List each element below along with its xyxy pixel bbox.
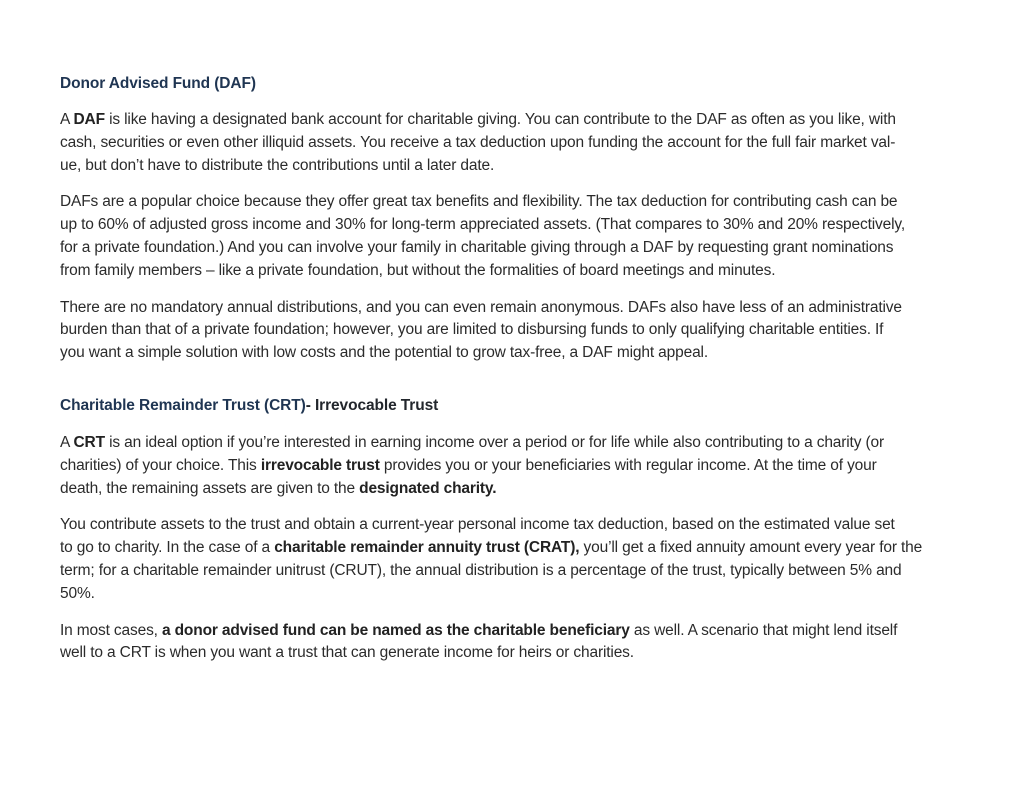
text-line [60,537,990,560]
bold-term-crt: CRT [73,433,105,451]
daf-paragraph-distributions [60,297,990,365]
text-run: to go to charity. In the case of a [60,539,275,557]
text-line: 50%. [60,584,95,602]
text-line [60,455,990,478]
heading-main: Charitable Remainder Trust (CRT) [60,396,306,414]
text-line: from family members – like a private foundation, but without the formalities of board meetings and minutes. [60,261,776,279]
crt-paragraph-deduction [60,514,990,605]
bold-term-crat: charitable remainder annuity trust (CRAT), [274,539,580,557]
text-run: charities) of your choice. This [60,456,261,474]
text-run: death, the remaining assets are given to the [60,479,360,497]
text-run: provides you or your beneficiaries with regular income. At the time of your [379,456,877,474]
text-line [60,109,990,132]
text-line [60,620,990,643]
text-run: is like having a designated bank account for charitable giving. You can contribute to the DAF as often as you like, with [104,111,896,128]
section-heading-crt [60,395,990,417]
text-line [60,478,990,501]
text-line: burden than that of a private foundation; however, you are limited to disbursing funds to only qualifying charitable entities. If [60,321,884,339]
text-run: In most cases, [60,621,162,639]
crt-paragraph-scenario [60,620,990,666]
crt-paragraph-intro [60,432,990,500]
text-run: A [60,433,74,451]
text-line: you want a simple solution with low costs and the potential to grow tax-free, a DAF might appeal. [60,344,708,362]
text-line: cash, securities or even other illiquid assets. You receive a tax deduction upon funding the account for the full fair market val- [60,133,896,151]
document-page [60,73,990,665]
text-line: ue, but don’t have to distribute the contributions until a later date. [60,156,495,174]
text-line: You contribute assets to the trust and obtain a current-year personal income tax deduction, based on the estimated value set [60,516,895,534]
daf-paragraph-benefits [60,191,990,282]
bold-term-irrevocable-trust: irrevocable trust [260,456,380,474]
text-run: A [60,111,74,128]
heading-suffix: - Irrevocable Trust [305,396,439,414]
text-line: for a private foundation.) And you can involve your family in charitable giving through a DAF by requesting grant nominations [60,238,894,256]
section-heading-daf: Donor Advised Fund (DAF) [60,75,256,92]
text-line: DAFs are a popular choice because they offer great tax benefits and flexibility. The tax deduction for contributing cash can be [60,193,898,211]
text-line [60,432,990,455]
text-run: is an ideal option if you’re interested in earning income over a period or for life while also contributing to a charity (or [104,433,884,451]
text-line: up to 60% of adjusted gross income and 30% for long-term appreciated assets. (That compares to 30% and 20% respectively, [60,216,906,234]
bold-term-designated-charity: designated charity. [359,479,497,497]
bold-term-daf: DAF [73,111,105,128]
bold-phrase-daf-beneficiary: a donor advised fund can be named as the charitable beneficiary [161,621,630,639]
text-run: as well. A scenario that might lend itself [629,621,898,639]
daf-paragraph-intro [60,109,990,177]
text-line: well to a CRT is when you want a trust that can generate income for heirs or charities. [60,644,634,662]
text-line: There are no mandatory annual distributions, and you can even remain anonymous. DAFs also have less of an administrative [60,298,902,316]
text-run: you’ll get a fixed annuity amount every year for the [579,539,923,557]
text-line: term; for a charitable remainder unitrust (CRUT), the annual distribution is a percentage of the trust, typically between 5% and [60,561,902,579]
